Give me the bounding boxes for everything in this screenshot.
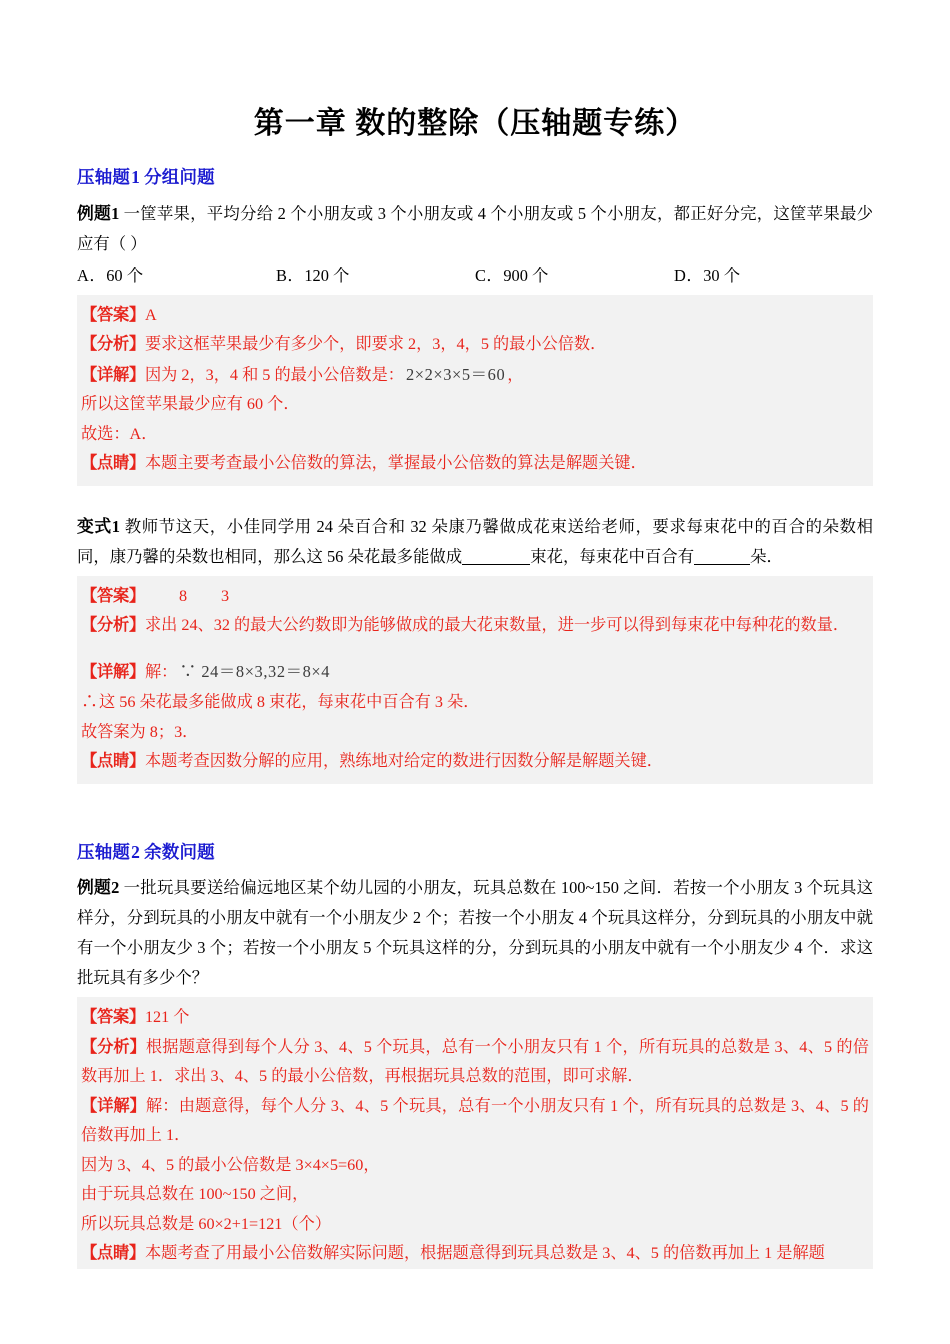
detail-line-b: 由于玩具总数在 100~150 之间， bbox=[81, 1185, 309, 1203]
section-heading-2 bbox=[77, 840, 873, 865]
variant-text-part-3: 朵． bbox=[750, 546, 783, 566]
analysis-line bbox=[81, 1033, 869, 1092]
therefore-symbol: ∴ bbox=[81, 692, 98, 711]
answer-value-1: 8 bbox=[178, 586, 188, 605]
insight-tag: 【点睛】 bbox=[81, 1244, 145, 1262]
answer-tag: 【答案】 bbox=[81, 586, 145, 605]
answer-tag: 【答案】 bbox=[81, 1008, 145, 1026]
choice-c[interactable] bbox=[475, 261, 674, 291]
insight-tag: 【点睛】 bbox=[81, 752, 145, 770]
choice-list-example-1 bbox=[77, 261, 873, 291]
choice-b-key: B． bbox=[276, 265, 305, 285]
question-text: 一批玩具要送给偏远地区某个幼儿园的小朋友，玩具总数在 100~150 之间．若按一个小朋友 3 个玩具这样分，分到玩具的小朋友中就有一个小朋友少 2 个；若按一个小朋友 4 个玩具这样分，分到玩具的小朋友中就有一个小朋友少 3 个；若按一个小朋友 5 个玩具这样的分，分到玩具的小朋友中就有一个小朋友少 4 个．求这批玩具有多少个？ bbox=[77, 878, 873, 987]
choice-d-key: D． bbox=[674, 265, 704, 285]
answer-inner-gap bbox=[81, 641, 869, 657]
choice-a-value: 60 个 bbox=[106, 265, 144, 285]
answer-blank-1[interactable] bbox=[462, 564, 530, 565]
analysis-line bbox=[81, 611, 869, 641]
insight-text: 本题主要考查最小公倍数的算法，掌握最小公倍数的算法是解题关键． bbox=[144, 454, 647, 472]
insight-text: 本题考查了用最小公倍数解实际问题，根据题意得到玩具总数是 3、4、5 的倍数再加上 1 是解题 bbox=[144, 1244, 825, 1262]
choice-a-key: A． bbox=[77, 265, 107, 285]
analysis-text: 要求这框苹果最少有多少个，即要求 2，3，4，5 的最小公倍数． bbox=[144, 335, 607, 353]
variant-number: 1 bbox=[111, 516, 120, 536]
detail-line-2-text: 这 56 朵花最多能做成 8 束花，每束花中百合有 3 朵． bbox=[99, 693, 480, 711]
question-example-2 bbox=[77, 873, 873, 993]
section-2-title: 余数问题 bbox=[144, 841, 215, 862]
insight-line bbox=[81, 747, 869, 777]
detail-line-a: 因为 3、4、5 的最小公倍数是 3×4×5=60， bbox=[81, 1155, 380, 1174]
analysis-tag: 【分析】 bbox=[81, 335, 145, 353]
question-text: 一筐苹果，平均分给 2 个小朋友或 3 个小朋友或 4 个小朋友或 5 个小朋友，都正好分完，这筐苹果最少应有（ ） bbox=[77, 203, 873, 253]
answer-value: 121 个 bbox=[144, 1008, 190, 1026]
detail-text: 因为 2，3，4 和 5 的最小公倍数是： bbox=[144, 365, 404, 384]
section-1-title: 分组问题 bbox=[144, 167, 215, 187]
choice-b-value: 120 个 bbox=[304, 265, 350, 285]
question-label: 例题 bbox=[77, 878, 112, 897]
variant-label: 变式 bbox=[77, 516, 112, 536]
choice-b[interactable] bbox=[276, 261, 475, 291]
question-example-1 bbox=[77, 199, 873, 259]
choice-a[interactable] bbox=[77, 261, 276, 291]
detail-tag: 【详解】 bbox=[81, 662, 145, 681]
detail-tag: 【详解】 bbox=[81, 365, 145, 384]
insight-line bbox=[81, 1239, 869, 1269]
conclusion-line: 故答案为 8；3． bbox=[81, 722, 199, 741]
analysis-line bbox=[81, 330, 869, 360]
answer-tag: 【答案】 bbox=[81, 305, 145, 324]
answer-blank-2[interactable] bbox=[694, 564, 750, 565]
detail-line bbox=[81, 657, 869, 688]
analysis-tag: 【分析】 bbox=[81, 616, 145, 634]
section-2-number: 2 bbox=[131, 841, 141, 862]
insight-tag: 【点睛】 bbox=[81, 454, 145, 472]
section-1-prefix: 压轴题 bbox=[77, 167, 131, 187]
spacer bbox=[77, 784, 873, 818]
question-number: 2 bbox=[111, 878, 120, 897]
choose-line: 故选：A． bbox=[81, 424, 158, 443]
variant-text-part-1: 教师节这天，小佳同学用 24 朵百合和 32 朵康乃馨做成花束送给老师，要求每束花中的百合的朵数相同，康乃馨的朵数也相同，那么这 56 朵花最多能做成 bbox=[77, 516, 873, 566]
answer-block-variant-1 bbox=[77, 576, 873, 784]
detail-tag: 【详解】 bbox=[81, 1096, 146, 1115]
variant-text-part-2: 束花，每束花中百合有 bbox=[530, 546, 695, 566]
detail-line-2: 所以这筐苹果最少应有 60 个． bbox=[81, 395, 300, 413]
analysis-tag: 【分析】 bbox=[81, 1037, 146, 1056]
question-variant-1 bbox=[77, 512, 873, 572]
detail-lead: 解： bbox=[144, 662, 178, 681]
question-number: 1 bbox=[111, 203, 120, 223]
detail-formula: 24＝8×3,32＝8×4 bbox=[201, 661, 331, 681]
answer-line bbox=[81, 582, 869, 612]
detail-line bbox=[81, 360, 869, 391]
answer-block-example-1 bbox=[77, 295, 873, 486]
because-symbol: ∵ bbox=[179, 661, 197, 681]
section-2-prefix: 压轴题 bbox=[77, 841, 131, 862]
detail-line-2 bbox=[81, 687, 869, 718]
choice-c-key: C． bbox=[475, 265, 504, 285]
insight-line bbox=[81, 449, 869, 479]
answer-value-2: 3 bbox=[221, 586, 230, 605]
analysis-text: 根据题意得到每个人分 3、4、5 个玩具，总有一个小朋友只有 1 个，所有玩具的总数是 3、4、5 的倍数再加上 1．求出 3、4、5 的最小公倍数，再根据玩具总数的范围，即可求解． bbox=[81, 1037, 869, 1085]
analysis-text: 求出 24、32 的最大公约数即为能够做成的最大花束数量，进一步可以得到每束花中每种花的数量． bbox=[144, 616, 850, 634]
page-title: 第一章 数的整除（压轴题专练） bbox=[253, 107, 697, 140]
section-heading-1 bbox=[77, 165, 873, 190]
section-1-number: 1 bbox=[131, 167, 141, 187]
answer-line bbox=[81, 1003, 869, 1033]
detail-text: 解：由题意得，每个人分 3、4、5 个玩具，总有一个小朋友只有 1 个，所有玩具的总数是 3、4、5 的倍数再加上 1． bbox=[81, 1096, 869, 1144]
choice-c-value: 900 个 bbox=[503, 265, 549, 285]
detail-line bbox=[81, 1092, 869, 1151]
choice-d-value: 30 个 bbox=[703, 265, 741, 285]
detail-formula: 2×2×3×5＝60 bbox=[405, 364, 506, 384]
answer-block-example-2 bbox=[77, 997, 873, 1269]
choice-d[interactable] bbox=[674, 261, 873, 291]
detail-formula-tail: ， bbox=[507, 365, 524, 384]
insight-text: 本题考查因数分解的应用，熟练地对给定的数进行因数分解是解题关键． bbox=[144, 752, 663, 770]
spacer bbox=[77, 486, 873, 512]
answer-line bbox=[81, 301, 869, 331]
answer-value: A bbox=[144, 305, 157, 324]
question-label: 例题 bbox=[77, 203, 112, 223]
detail-line-c: 所以玩具总数是 60×2+1=121（个） bbox=[81, 1214, 331, 1233]
